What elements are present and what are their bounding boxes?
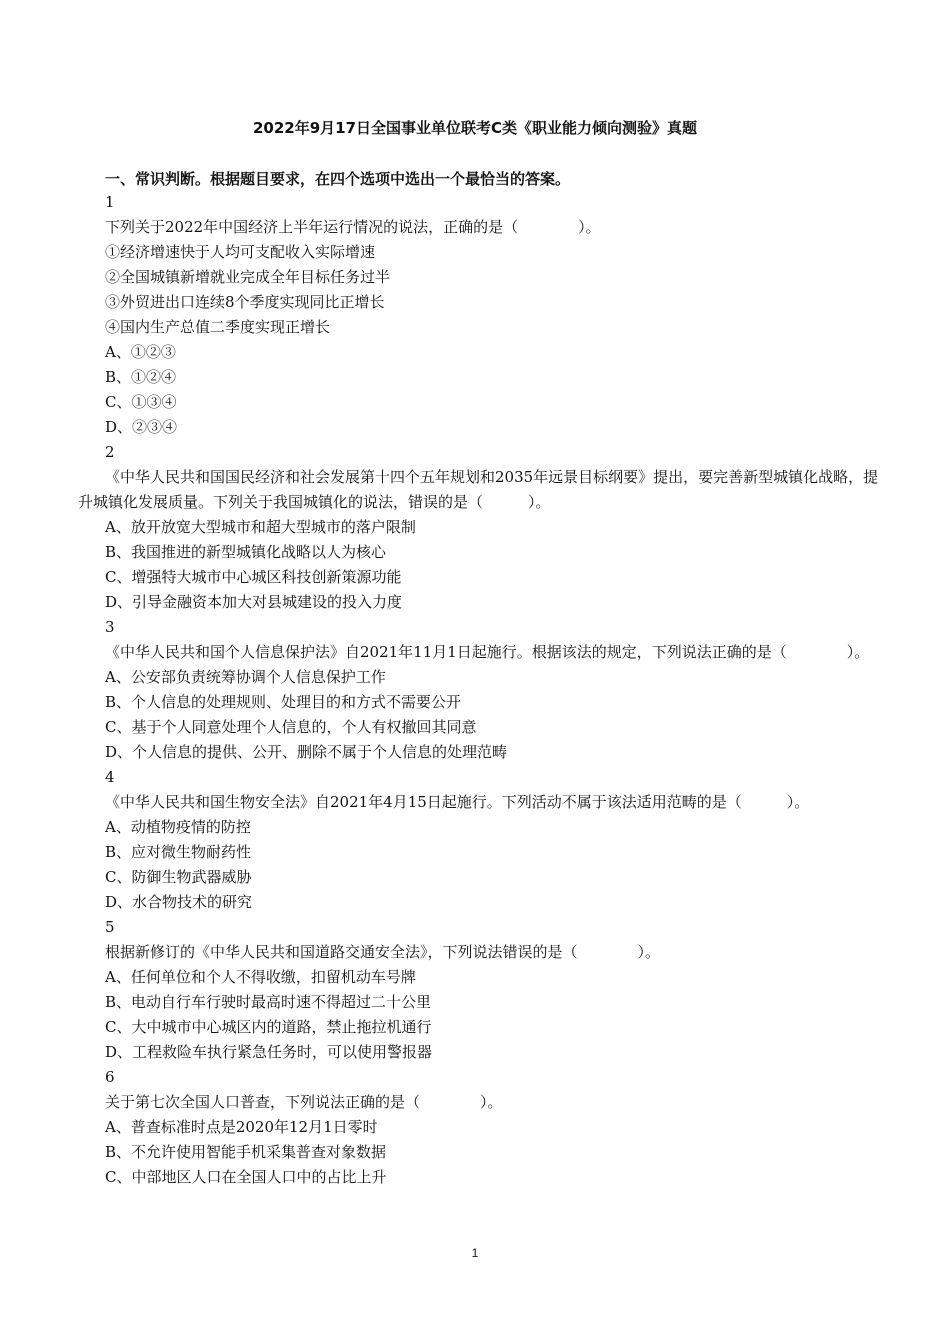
answer-option: D、个人信息的提供、公开、删除不属于个人信息的处理范畴 — [105, 743, 508, 761]
answer-option: C、大中城市中心城区内的道路，禁止拖拉机通行 — [105, 1018, 432, 1036]
question-stem: 关于第七次全国人口普查，下列说法正确的是（ ）。 — [105, 1093, 503, 1111]
question-stem: 《中华人民共和国生物安全法》自2021年4月15日起施行。下列活动不属于该法适用范畴的是（ ）。 — [105, 793, 810, 811]
answer-option: C、①③④ — [105, 393, 177, 411]
answer-option: D、工程救险车执行紧急任务时，可以使用警报器 — [105, 1043, 433, 1061]
answer-option: C、防御生物武器威胁 — [105, 868, 252, 886]
question-number: 3 — [105, 618, 115, 636]
question-stem: 《中华人民共和国个人信息保护法》自2021年11月1日起施行。根据该法的规定，下列说法正确的是（ ）。 — [105, 643, 870, 661]
answer-option: A、任何单位和个人不得收缴，扣留机动车号牌 — [105, 968, 416, 986]
answer-option: C、增强特大城市中心城区科技创新策源功能 — [105, 568, 402, 586]
page-number: 1 — [471, 1246, 479, 1260]
answer-option: B、个人信息的处理规则、处理目的和方式不需要公开 — [105, 693, 462, 711]
question-list — [78, 190, 888, 1190]
answer-option: B、应对微生物耐药性 — [105, 843, 252, 861]
page-title: 2022年9月17日全国事业单位联考C类《职业能力倾向测验》真题 — [252, 119, 698, 137]
answer-option: C、基于个人同意处理个人信息的，个人有权撤回其同意 — [105, 718, 477, 736]
answer-option: D、引导金融资本加大对县城建设的投入力度 — [105, 593, 403, 611]
answer-option: D、水合物技术的研究 — [105, 893, 253, 911]
answer-option: B、电动自行车行驶时最高时速不得超过二十公里 — [105, 993, 432, 1011]
answer-option: D、②③④ — [105, 418, 178, 436]
answer-option: A、公安部负责统筹协调个人信息保护工作 — [105, 668, 386, 686]
question-number: 4 — [105, 768, 115, 786]
answer-option: B、不允许使用智能手机采集普查对象数据 — [105, 1143, 387, 1161]
question-stem: 下列关于2022年中国经济上半年运行情况的说法，正确的是（ ）。 — [105, 218, 601, 236]
answer-option: B、我国推进的新型城镇化战略以人为核心 — [105, 543, 387, 561]
question-statement: ②全国城镇新增就业完成全年目标任务过半 — [105, 268, 391, 286]
question-number: 5 — [105, 918, 115, 936]
answer-option: A、普查标准时点是2020年12月1日零时 — [105, 1118, 378, 1136]
question-stem: 根据新修订的《中华人民共和国道路交通安全法》，下列说法错误的是（ ）。 — [105, 943, 661, 961]
question-number: 2 — [105, 443, 115, 461]
answer-option: A、动植物疫情的防控 — [105, 818, 251, 836]
answer-option: B、①②④ — [105, 368, 177, 386]
question-statement: ①经济增速快于人均可支配收入实际增速 — [105, 243, 376, 261]
answer-option: A、放开放宽大型城市和超大型城市的落户限制 — [105, 518, 416, 536]
answer-option: C、中部地区人口在全国人口中的占比上升 — [105, 1168, 387, 1186]
question-stem: 《中华人民共和国国民经济和社会发展第十四个五年规划和2035年远景目标纲要》提出，要完善新型城镇化战略，提升城镇化发展质量。下列关于我国城镇化的说法，错误的是（ ）。 — [78, 468, 879, 511]
answer-option: A、①②③ — [105, 343, 176, 361]
question-statement: ③外贸进出口连续8个季度实现同比正增长 — [105, 293, 385, 311]
question-number: 6 — [105, 1068, 115, 1086]
question-number: 1 — [105, 193, 115, 211]
section-heading: 一、常识判断。根据题目要求，在四个选项中选出一个最恰当的答案。 — [105, 170, 571, 188]
question-statement: ④国内生产总值二季度实现正增长 — [105, 318, 331, 336]
